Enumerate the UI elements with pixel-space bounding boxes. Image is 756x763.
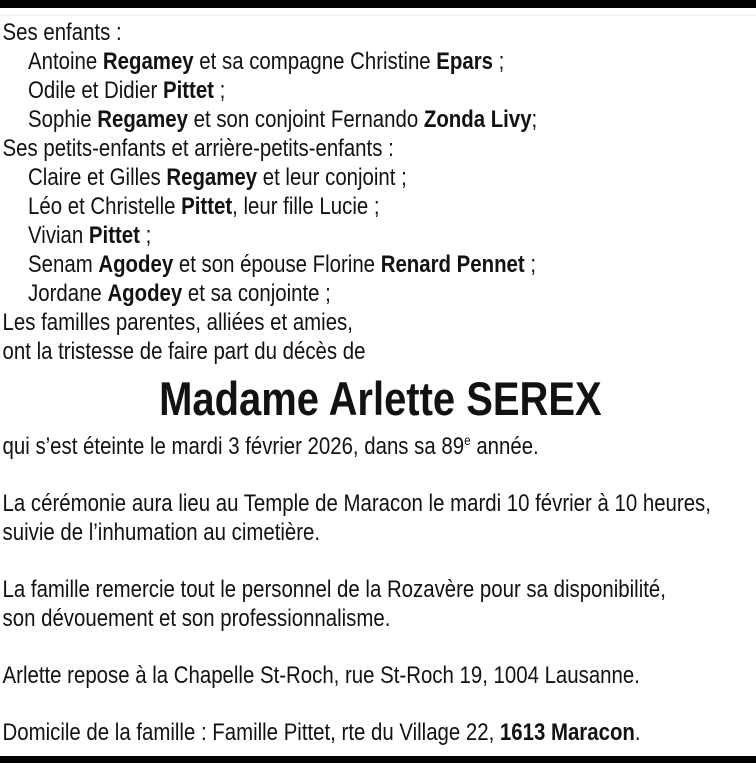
name-emphasis: 1613 Maracon <box>499 719 635 746</box>
deceased-name <box>3 371 756 427</box>
name-emphasis: Pittet <box>88 222 140 249</box>
name-emphasis: Pittet <box>181 193 233 220</box>
text-segment: Ses enfants : <box>2 19 122 46</box>
text-line <box>3 163 756 192</box>
text-line <box>3 432 756 461</box>
text-segment: Domicile de la famille : Famille Pittet, rte du Village 22, <box>2 719 500 746</box>
text-segment: Léo et Christelle <box>28 193 182 220</box>
top-border-bar <box>0 0 756 8</box>
text-segment: ; <box>524 251 537 278</box>
ordinal-superscript: e <box>464 432 471 448</box>
text-segment: et sa conjointe ; <box>182 280 331 307</box>
name-emphasis: Regamey <box>166 164 258 191</box>
text-segment: Odile et Didier <box>28 77 163 104</box>
text-line <box>3 250 756 279</box>
text-line <box>3 18 756 47</box>
text-line <box>3 661 756 690</box>
name-emphasis: Agodey <box>98 251 174 278</box>
name-emphasis: Epars <box>436 48 493 75</box>
name-emphasis: Zonda Livy <box>423 106 532 133</box>
text-segment: ; <box>139 222 152 249</box>
text-segment: et son conjoint Fernando <box>187 106 424 133</box>
text-segment: Claire et Gilles <box>28 164 167 191</box>
name-emphasis: Renard Pennet <box>380 251 525 278</box>
name-emphasis: Regamey <box>102 48 194 75</box>
text-segment: Sophie <box>28 106 98 133</box>
name-emphasis: Agodey <box>107 280 183 307</box>
text-line <box>3 221 756 250</box>
obituary-notice <box>0 8 756 747</box>
text-segment: Ses petits-enfants et arrière-petits-enfants : <box>2 135 394 162</box>
text-line <box>3 279 756 308</box>
text-segment: qui s’est éteinte le mardi 3 février 2026, dans sa 89 <box>2 433 465 460</box>
text-segment: et son épouse Florine <box>173 251 381 278</box>
text-line <box>3 47 756 76</box>
text-line <box>3 489 756 518</box>
text-segment: Jordane <box>28 280 108 307</box>
text-line <box>3 604 756 633</box>
text-segment: Senam <box>28 251 99 278</box>
text-segment: année. <box>470 433 539 460</box>
text-line <box>3 575 756 604</box>
text-segment: Antoine <box>28 48 103 75</box>
text-line <box>3 337 756 366</box>
text-segment: Arlette repose à la Chapelle St-Roch, rue St-Roch 19, 1004 Lausanne. <box>2 662 640 689</box>
name-emphasis: Regamey <box>97 106 188 133</box>
text-segment: son dévouement et son professionnalisme. <box>2 605 391 632</box>
text-segment: ; <box>531 106 538 133</box>
name-emphasis: Pittet <box>162 77 214 104</box>
text-line <box>3 192 756 221</box>
bottom-border-bar <box>0 756 756 763</box>
text-segment: ont la tristesse de faire part du décès de <box>2 338 366 365</box>
text-line <box>3 76 756 105</box>
text-segment: Vivian <box>28 222 89 249</box>
text-line <box>3 105 756 134</box>
text-segment: La famille remercie tout le personnel de la Rozavère pour sa disponibilité, <box>2 576 666 603</box>
name-emphasis: Madame Arlette SEREX <box>159 372 602 425</box>
text-line <box>3 718 756 747</box>
text-segment: . <box>634 719 641 746</box>
text-segment: ; <box>493 48 505 75</box>
text-line <box>3 518 756 547</box>
text-segment: Les familles parentes, alliées et amies, <box>2 309 353 336</box>
text-segment: ; <box>213 77 226 104</box>
text-segment: suivie de l’inhumation au cimetière. <box>2 519 321 546</box>
text-segment: et leur conjoint ; <box>257 164 407 191</box>
text-segment: et sa compagne Christine <box>193 48 437 75</box>
text-segment: La cérémonie aura lieu au Temple de Maracon le mardi 10 février à 10 heures, <box>2 490 711 517</box>
text-segment: , leur fille Lucie ; <box>232 193 380 220</box>
text-line <box>3 308 756 337</box>
text-line <box>3 134 756 163</box>
